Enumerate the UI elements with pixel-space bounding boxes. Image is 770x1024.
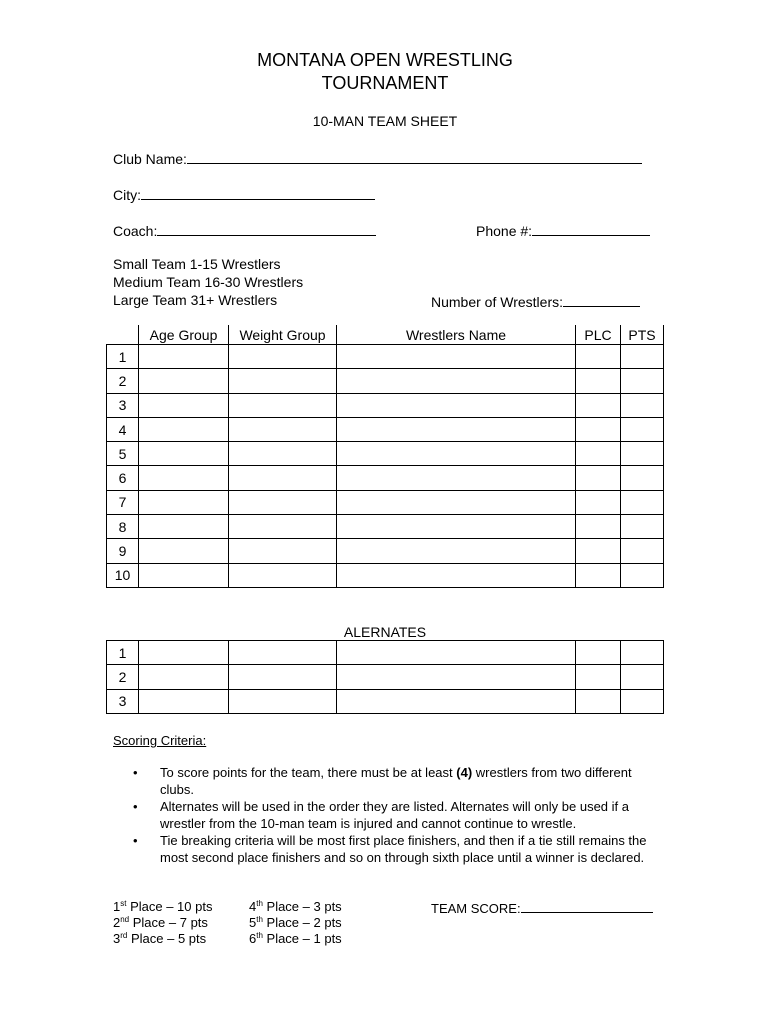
- wrestler-name-cell[interactable]: [337, 665, 576, 689]
- table-row: [107, 641, 664, 665]
- table-row: [107, 442, 664, 466]
- team-size-medium: Medium Team 16-30 Wrestlers: [113, 274, 304, 290]
- place-points-4th: [249, 899, 342, 915]
- number-of-wrestlers-label: Number of Wrestlers:: [431, 294, 563, 310]
- place-points-6th: [249, 931, 342, 947]
- plc-cell[interactable]: [576, 369, 621, 393]
- place-number: 2: [113, 915, 121, 930]
- row-number: 3: [107, 393, 139, 417]
- team-size-small: Small Team 1-15 Wrestlers: [113, 256, 281, 272]
- pts-cell[interactable]: [621, 515, 664, 539]
- table-row: [107, 466, 664, 490]
- plc-cell[interactable]: [576, 689, 621, 713]
- age-group-cell[interactable]: [139, 665, 229, 689]
- place-number: 4: [249, 899, 257, 914]
- wrestler-name-cell[interactable]: [337, 442, 576, 466]
- pts-cell[interactable]: [621, 689, 664, 713]
- row-number: 6: [107, 466, 139, 490]
- bullet-text-end: wrestlers from two different clubs.: [160, 765, 632, 797]
- list-item: [113, 799, 653, 832]
- wrestler-name-cell[interactable]: [337, 490, 576, 514]
- wrestler-name-cell[interactable]: [337, 466, 576, 490]
- place-suffix: th: [256, 931, 263, 940]
- place-number: 5: [249, 915, 257, 930]
- wrestler-name-cell[interactable]: [337, 345, 576, 369]
- table-row: [107, 515, 664, 539]
- place-points-2nd: [113, 915, 208, 931]
- wrestler-name-cell[interactable]: [337, 641, 576, 665]
- place-text: Place – 3 pts: [262, 899, 342, 914]
- bullet-text: Alternates will be used in the order they are listed. Alternates will only be used if a wrestler from the 10-man team is injured and cannot continue to wrestle.: [160, 799, 629, 831]
- weight-group-cell[interactable]: [229, 515, 337, 539]
- pts-cell[interactable]: [621, 563, 664, 587]
- phone-label: Phone #:: [476, 223, 533, 239]
- place-points-3rd: [113, 931, 206, 947]
- row-number: 5: [107, 442, 139, 466]
- coach-label: Coach:: [113, 223, 158, 239]
- column-header-wrestlers-name: Wrestlers Name: [337, 325, 576, 345]
- phone-row: [476, 221, 650, 240]
- scoring-criteria-title: Scoring Criteria:: [113, 733, 207, 748]
- bullet-bold-text: (4): [456, 765, 473, 780]
- age-group-cell[interactable]: [139, 689, 229, 713]
- age-group-cell[interactable]: [139, 539, 229, 563]
- place-text: Place – 2 pts: [262, 915, 342, 930]
- place-number: 3: [113, 931, 121, 946]
- city-field[interactable]: [141, 185, 375, 200]
- table-row: [107, 345, 664, 369]
- team-score-row: [431, 899, 653, 917]
- wrestler-name-cell[interactable]: [337, 689, 576, 713]
- wrestler-name-cell[interactable]: [337, 563, 576, 587]
- age-group-cell[interactable]: [139, 393, 229, 417]
- table-row: [107, 417, 664, 441]
- club-name-row: [113, 149, 642, 168]
- roster-header-number: [107, 325, 139, 345]
- team-score-field[interactable]: [521, 899, 653, 913]
- pts-cell[interactable]: [621, 641, 664, 665]
- table-row: [107, 665, 664, 689]
- pts-cell[interactable]: [621, 490, 664, 514]
- plc-cell[interactable]: [576, 442, 621, 466]
- table-row: [107, 490, 664, 514]
- wrestler-name-cell[interactable]: [337, 539, 576, 563]
- weight-group-cell[interactable]: [229, 689, 337, 713]
- wrestler-name-cell[interactable]: [337, 515, 576, 539]
- plc-cell[interactable]: [576, 490, 621, 514]
- age-group-cell[interactable]: [139, 369, 229, 393]
- row-number: 2: [107, 369, 139, 393]
- alternates-table: [106, 640, 664, 714]
- plc-cell[interactable]: [576, 641, 621, 665]
- team-score-label: TEAM SCORE:: [431, 901, 521, 916]
- column-header-plc: PLC: [576, 325, 621, 345]
- place-points-1st: [113, 899, 212, 915]
- table-row: [107, 539, 664, 563]
- row-number: 10: [107, 563, 139, 587]
- plc-cell[interactable]: [576, 515, 621, 539]
- bullet-text: Tie breaking criteria will be most first place finishers, and then if a tie still remains the most second place finishers and so on through sixth place until a winner is declared.: [160, 833, 647, 865]
- row-number: 1: [107, 345, 139, 369]
- roster-header-row: [107, 325, 664, 345]
- plc-cell[interactable]: [576, 539, 621, 563]
- place-points-5th: [249, 915, 342, 931]
- team-size-large: Large Team 31+ Wrestlers: [113, 292, 278, 308]
- bullet-icon: •: [133, 799, 138, 814]
- page-title-line2: TOURNAMENT: [321, 73, 449, 93]
- pts-cell[interactable]: [621, 442, 664, 466]
- row-number: 3: [107, 689, 139, 713]
- alternates-title: ALERNATES: [343, 624, 427, 640]
- bullet-icon: •: [133, 833, 138, 848]
- row-number: 2: [107, 665, 139, 689]
- club-name-label: Club Name:: [113, 151, 187, 167]
- pts-cell[interactable]: [621, 417, 664, 441]
- age-group-cell[interactable]: [139, 345, 229, 369]
- pts-cell[interactable]: [621, 466, 664, 490]
- row-number: 9: [107, 539, 139, 563]
- age-group-cell[interactable]: [139, 515, 229, 539]
- plc-cell[interactable]: [576, 466, 621, 490]
- age-group-cell[interactable]: [139, 417, 229, 441]
- row-number: 8: [107, 515, 139, 539]
- coach-field[interactable]: [157, 221, 376, 236]
- place-number: 1: [113, 899, 121, 914]
- wrestler-name-cell[interactable]: [337, 417, 576, 441]
- weight-group-cell[interactable]: [229, 369, 337, 393]
- place-text: Place – 1 pts: [262, 931, 342, 946]
- pts-cell[interactable]: [621, 539, 664, 563]
- place-number: 6: [249, 931, 257, 946]
- place-suffix: st: [120, 899, 127, 908]
- bullet-icon: •: [133, 765, 138, 780]
- age-group-cell[interactable]: [139, 563, 229, 587]
- column-header-pts: PTS: [621, 325, 664, 345]
- city-label: City:: [113, 187, 141, 203]
- wrestler-name-cell[interactable]: [337, 393, 576, 417]
- coach-row: [113, 221, 376, 240]
- pts-cell[interactable]: [621, 369, 664, 393]
- table-row: [107, 563, 664, 587]
- row-number: 1: [107, 641, 139, 665]
- table-row: [107, 369, 664, 393]
- age-group-cell[interactable]: [139, 466, 229, 490]
- roster-table: [106, 325, 664, 588]
- pts-cell[interactable]: [621, 665, 664, 689]
- place-text: Place – 7 pts: [129, 915, 208, 930]
- phone-field[interactable]: [532, 221, 650, 236]
- list-item: [113, 833, 653, 866]
- weight-group-cell[interactable]: [229, 641, 337, 665]
- place-text: Place – 10 pts: [126, 899, 213, 914]
- scoring-bullets: [113, 765, 653, 867]
- weight-group-cell[interactable]: [229, 442, 337, 466]
- weight-group-cell[interactable]: [229, 665, 337, 689]
- weight-group-cell[interactable]: [229, 417, 337, 441]
- list-item: [113, 765, 653, 798]
- city-row: [113, 185, 375, 204]
- weight-group-cell[interactable]: [229, 563, 337, 587]
- plc-cell[interactable]: [576, 563, 621, 587]
- number-of-wrestlers-field[interactable]: [563, 292, 640, 307]
- place-suffix: rd: [120, 931, 128, 940]
- club-name-field[interactable]: [187, 149, 642, 164]
- page-title: MONTANA OPEN WRESTLING: [257, 50, 513, 70]
- pts-cell[interactable]: [621, 345, 664, 369]
- weight-group-cell[interactable]: [229, 539, 337, 563]
- pts-cell[interactable]: [621, 393, 664, 417]
- age-group-cell[interactable]: [139, 490, 229, 514]
- place-suffix: nd: [120, 915, 130, 924]
- place-suffix: th: [256, 899, 263, 908]
- row-number: 4: [107, 417, 139, 441]
- plc-cell[interactable]: [576, 665, 621, 689]
- wrestler-name-cell[interactable]: [337, 369, 576, 393]
- sheet-subtitle: 10-MAN TEAM SHEET: [312, 113, 458, 129]
- plc-cell[interactable]: [576, 417, 621, 441]
- row-number: 7: [107, 490, 139, 514]
- age-group-cell[interactable]: [139, 641, 229, 665]
- number-of-wrestlers-row: [431, 292, 640, 311]
- column-header-age-group: Age Group: [139, 325, 229, 345]
- weight-group-cell[interactable]: [229, 466, 337, 490]
- table-row: [107, 393, 664, 417]
- table-row: [107, 689, 664, 713]
- place-suffix: th: [256, 915, 263, 924]
- column-header-weight-group: Weight Group: [229, 325, 337, 345]
- plc-cell[interactable]: [576, 393, 621, 417]
- plc-cell[interactable]: [576, 345, 621, 369]
- bullet-text: To score points for the team, there must be at least: [160, 765, 457, 780]
- place-text: Place – 5 pts: [127, 931, 207, 946]
- weight-group-cell[interactable]: [229, 393, 337, 417]
- weight-group-cell[interactable]: [229, 490, 337, 514]
- age-group-cell[interactable]: [139, 442, 229, 466]
- weight-group-cell[interactable]: [229, 345, 337, 369]
